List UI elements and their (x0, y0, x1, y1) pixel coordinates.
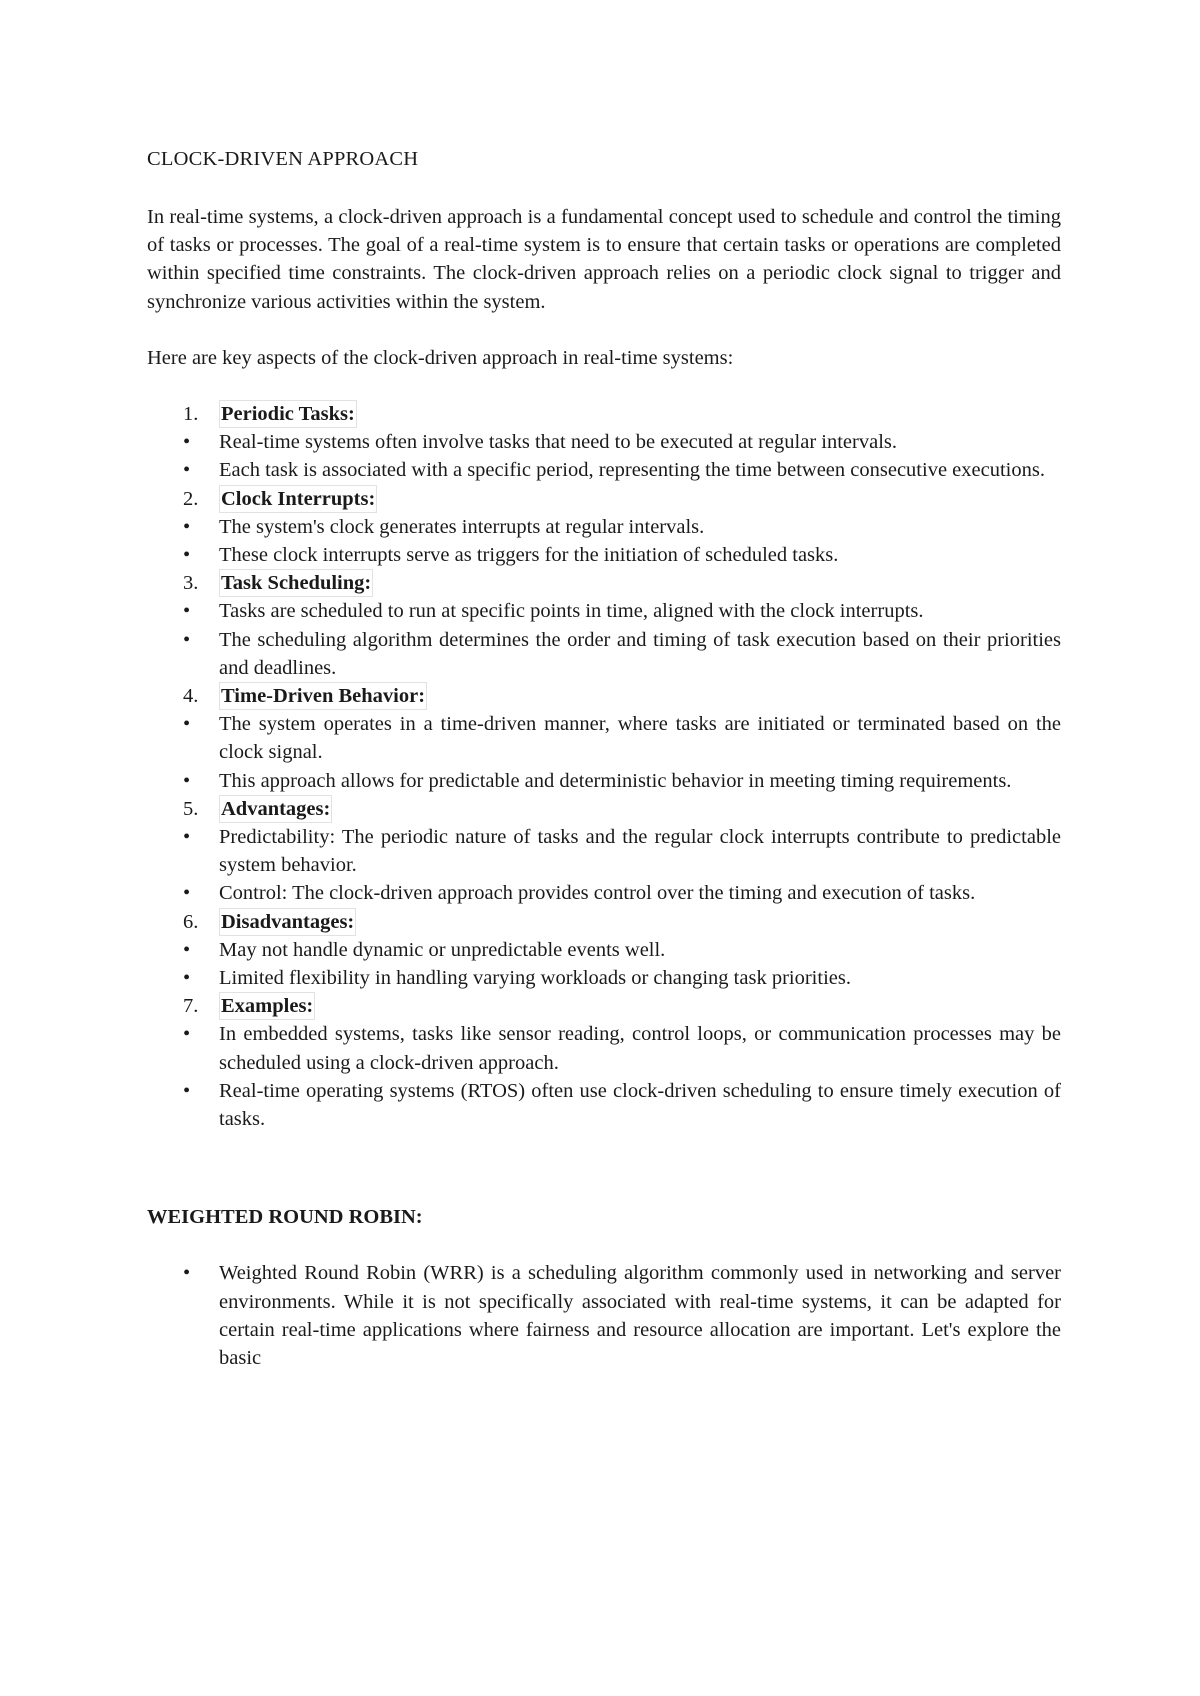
aspects-list (147, 400, 1061, 1133)
document-page (147, 145, 1061, 1372)
bullet-text: This approach allows for predictable and deterministic behavior in meeting timing requirements. (219, 769, 1012, 792)
aspect-number: 7. (183, 995, 199, 1018)
aspect-item (147, 992, 1061, 1133)
aspect-title: Periodic Tasks: (219, 400, 357, 428)
bullet-item (147, 1077, 1061, 1133)
bullet-text: These clock interrupts serve as triggers for the initiation of scheduled tasks. (219, 544, 839, 567)
aspect-item (147, 400, 1061, 485)
bullet-item (147, 513, 1061, 541)
aspect-title: Advantages: (219, 795, 332, 823)
bullet-icon: • (183, 628, 191, 651)
aspect-number: 6. (183, 910, 199, 933)
bullet-item (147, 1259, 1061, 1372)
aspect-title: Task Scheduling: (219, 569, 373, 597)
bullet-list (183, 428, 1061, 484)
bullet-text: The scheduling algorithm determines the order and timing of task execution based on their priorities and deadlines. (219, 628, 1061, 679)
aspect-item (147, 569, 1061, 682)
bullet-text: Control: The clock-driven approach provides control over the timing and execution of tasks. (219, 882, 976, 905)
bullet-item (147, 428, 1061, 456)
aspect-item (147, 682, 1061, 795)
bullet-icon: • (183, 431, 191, 454)
bullet-icon: • (183, 769, 191, 792)
bullet-list (183, 710, 1061, 795)
bullet-item (147, 597, 1061, 625)
bullet-item (147, 1020, 1061, 1076)
bullet-text: Predictability: The periodic nature of tasks and the regular clock interrupts contribute to predictable system behavior. (219, 826, 1061, 877)
aspect-item (147, 485, 1061, 570)
bullet-item (147, 879, 1061, 907)
bullet-item (147, 541, 1061, 569)
bullet-list (183, 823, 1061, 908)
bullet-text: Limited flexibility in handling varying workloads or changing task priorities. (219, 967, 851, 990)
aspect-number: 4. (183, 685, 199, 708)
aspect-number: 3. (183, 572, 199, 595)
bullet-text: Real-time operating systems (RTOS) often use clock-driven scheduling to ensure timely execution of tasks. (219, 1079, 1061, 1131)
section-title-weighted-round-robin: WEIGHTED ROUND ROBIN: (147, 1206, 423, 1229)
aspect-number: 5. (183, 797, 199, 820)
aspect-title: Disadvantages: (219, 908, 356, 936)
aspect-title: Time-Driven Behavior: (219, 682, 427, 710)
bullet-icon: • (183, 600, 191, 623)
aspect-title: Examples: (219, 992, 315, 1020)
bullet-icon: • (183, 544, 191, 567)
bullet-item (147, 823, 1061, 879)
bullet-icon: • (183, 1262, 191, 1285)
section-title-clock-driven: CLOCK-DRIVEN APPROACH (147, 148, 419, 170)
bullet-text: Tasks are scheduled to run at specific points in time, aligned with the clock interrupts. (219, 600, 924, 623)
bullet-icon: • (183, 515, 191, 538)
bullet-icon: • (183, 882, 191, 905)
bullet-icon: • (183, 1079, 191, 1102)
bullet-icon: • (183, 938, 191, 961)
bullet-text: Real-time systems often involve tasks that need to be executed at regular intervals. (219, 431, 897, 454)
bullet-item (147, 964, 1061, 992)
aspect-number: 2. (183, 487, 199, 510)
bullet-list (183, 597, 1061, 682)
bullet-text: May not handle dynamic or unpredictable events well. (219, 938, 666, 961)
bullet-icon: • (183, 459, 191, 482)
bullet-item (147, 710, 1061, 766)
wrr-bullet-list (147, 1259, 1061, 1372)
bullet-text: In embedded systems, tasks like sensor reading, control loops, or communication processes may be scheduled using a clock-driven approach. (219, 1023, 1061, 1074)
bullet-item (147, 456, 1061, 484)
bullet-text: Each task is associated with a specific period, representing the time between consecutive executions. (219, 459, 1045, 482)
aspect-title: Clock Interrupts: (219, 485, 377, 513)
bullet-icon: • (183, 1023, 191, 1046)
bullet-list (183, 513, 1061, 569)
lead-paragraph: Here are key aspects of the clock-driven approach in real-time systems: (147, 346, 734, 369)
bullet-item (147, 936, 1061, 964)
bullet-list (183, 936, 1061, 992)
bullet-item (147, 626, 1061, 682)
intro-paragraph: In real-time systems, a clock-driven approach is a fundamental concept used to schedule and control the timing of tasks or processes. The goal of a real-time system is to ensure that certain tasks or operations are completed within specified time constraints. The clock-driven approach relies on a periodic clock signal to trigger and synchronize various activities within the system. (147, 206, 1061, 313)
bullet-list (183, 1020, 1061, 1133)
bullet-item (147, 767, 1061, 795)
bullet-icon: • (183, 713, 191, 736)
aspect-item (147, 908, 1061, 993)
bullet-icon: • (183, 826, 191, 849)
aspect-number: 1. (183, 403, 199, 426)
bullet-text: Weighted Round Robin (WRR) is a scheduling algorithm commonly used in networking and server environments. While it is not specifically associated with real-time systems, it can be adapted for certain real-time applications where fairness and resource allocation are important. Let's explore the basic (219, 1262, 1061, 1369)
bullet-text: The system's clock generates interrupts at regular intervals. (219, 515, 705, 538)
bullet-text: The system operates in a time-driven manner, where tasks are initiated or terminated based on the clock signal. (219, 713, 1061, 764)
aspect-item (147, 795, 1061, 908)
bullet-icon: • (183, 967, 191, 990)
